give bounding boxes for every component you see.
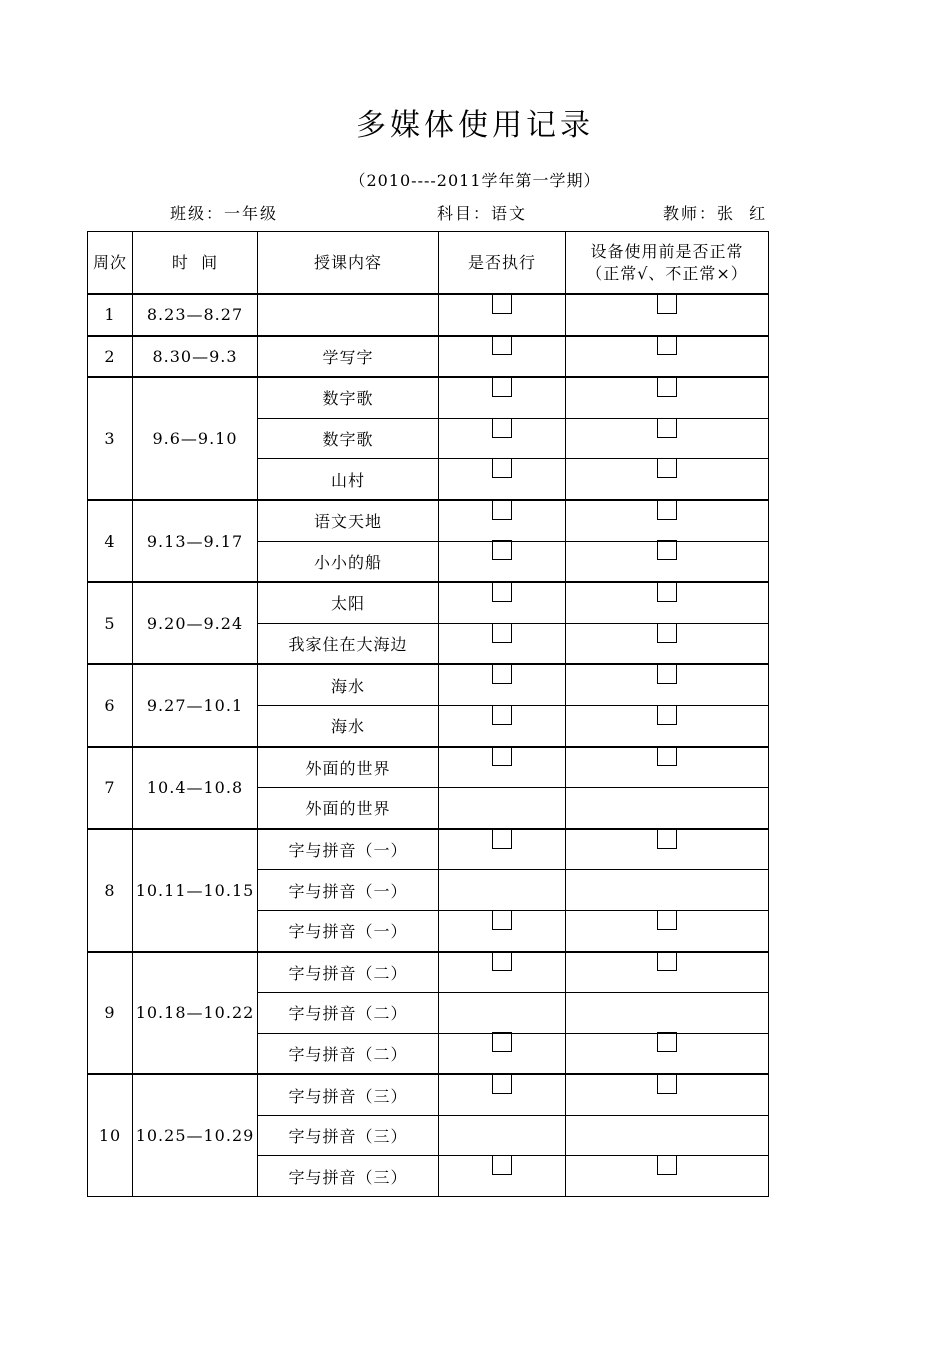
executed-cell — [439, 1033, 566, 1074]
table-row — [88, 336, 769, 378]
lesson-content-cell: 外面的世界 — [258, 788, 439, 829]
executed-cell — [439, 952, 566, 993]
equipment-checkbox[interactable] — [657, 500, 677, 520]
header-executed: 是否执行 — [439, 232, 566, 295]
subject-label: 科目：语文 — [437, 204, 528, 223]
lesson-content-cell: 字与拼音（二） — [258, 952, 439, 993]
semester-subtitle: （2010----2011学年第一学期） — [349, 171, 601, 190]
table-row — [88, 582, 769, 623]
executed-cell — [439, 1156, 566, 1197]
executed-cell — [439, 993, 566, 1034]
executed-checkbox[interactable] — [492, 335, 512, 355]
header-time: 时 间 — [133, 232, 258, 295]
executed-cell — [439, 705, 566, 746]
executed-cell — [439, 294, 566, 336]
lesson-content-cell: 太阳 — [258, 582, 439, 623]
executed-checkbox[interactable] — [492, 582, 512, 602]
lesson-content-cell: 我家住在大海边 — [258, 623, 439, 664]
page-title: 多媒体使用记录 — [356, 108, 594, 143]
lesson-content-cell: 字与拼音（一） — [258, 829, 439, 870]
week-number-cell: 2 — [88, 336, 133, 378]
table-row — [88, 747, 769, 788]
equipment-checkbox[interactable] — [657, 664, 677, 684]
header-week: 周次 — [88, 232, 133, 295]
equipment-status-cell — [566, 1033, 769, 1074]
week-number-cell: 9 — [88, 952, 133, 1075]
executed-cell — [439, 500, 566, 541]
executed-cell — [439, 623, 566, 664]
executed-checkbox[interactable] — [492, 458, 512, 478]
executed-checkbox[interactable] — [492, 294, 512, 314]
usage-record-table — [87, 231, 769, 1197]
lesson-content-cell: 字与拼音（一） — [258, 870, 439, 911]
table-row — [88, 829, 769, 870]
equipment-status-cell — [566, 500, 769, 541]
week-number-cell: 6 — [88, 664, 133, 746]
executed-checkbox[interactable] — [492, 500, 512, 520]
lesson-content-cell: 字与拼音（三） — [258, 1156, 439, 1197]
equipment-checkbox[interactable] — [657, 951, 677, 971]
equipment-status-cell — [566, 582, 769, 623]
lesson-content-cell: 外面的世界 — [258, 747, 439, 788]
table-row — [88, 377, 769, 418]
executed-cell — [439, 1074, 566, 1115]
equipment-status-cell — [566, 1115, 769, 1156]
executed-cell — [439, 1115, 566, 1156]
equipment-checkbox[interactable] — [657, 418, 677, 438]
lesson-content-cell — [258, 294, 439, 336]
lesson-content-cell: 语文天地 — [258, 500, 439, 541]
week-number-cell: 4 — [88, 500, 133, 582]
executed-cell — [439, 418, 566, 459]
equipment-checkbox[interactable] — [657, 623, 677, 643]
class-label: 班级：一年级 — [170, 204, 279, 223]
week-number-cell: 1 — [88, 294, 133, 336]
table-body — [88, 294, 769, 1197]
executed-cell — [439, 788, 566, 829]
equipment-status-cell — [566, 459, 769, 500]
equipment-status-cell — [566, 294, 769, 336]
executed-checkbox[interactable] — [492, 664, 512, 684]
date-range-cell: 9.6—9.10 — [133, 377, 258, 500]
executed-checkbox[interactable] — [492, 910, 512, 930]
date-range-cell: 9.13—9.17 — [133, 500, 258, 582]
executed-cell — [439, 582, 566, 623]
date-range-cell: 9.27—10.1 — [133, 664, 258, 746]
executed-checkbox[interactable] — [492, 540, 512, 560]
date-range-cell: 9.20—9.24 — [133, 582, 258, 664]
executed-checkbox[interactable] — [492, 1155, 512, 1175]
executed-cell — [439, 829, 566, 870]
executed-cell — [439, 910, 566, 951]
lesson-content-cell: 数字歌 — [258, 377, 439, 418]
week-number-cell: 7 — [88, 747, 133, 829]
executed-checkbox[interactable] — [492, 951, 512, 971]
equipment-checkbox[interactable] — [657, 458, 677, 478]
equipment-status-cell — [566, 993, 769, 1034]
executed-checkbox[interactable] — [492, 623, 512, 643]
equipment-checkbox[interactable] — [657, 540, 677, 560]
lesson-content-cell: 海水 — [258, 705, 439, 746]
executed-checkbox[interactable] — [492, 705, 512, 725]
equipment-checkbox[interactable] — [657, 1155, 677, 1175]
lesson-content-cell: 字与拼音（三） — [258, 1115, 439, 1156]
equipment-checkbox[interactable] — [657, 705, 677, 725]
header-equipment-line2: （正常√、不正常×） — [586, 263, 748, 283]
header-content: 授课内容 — [258, 232, 439, 295]
equipment-status-cell — [566, 377, 769, 418]
executed-cell — [439, 870, 566, 911]
header-equipment — [566, 232, 769, 295]
equipment-checkbox[interactable] — [657, 746, 677, 766]
executed-cell — [439, 747, 566, 788]
equipment-status-cell — [566, 541, 769, 582]
executed-checkbox[interactable] — [492, 746, 512, 766]
equipment-status-cell — [566, 336, 769, 378]
date-range-cell: 10.18—10.22 — [133, 952, 258, 1075]
table-row — [88, 1074, 769, 1115]
lesson-content-cell: 学写字 — [258, 336, 439, 378]
equipment-status-cell — [566, 870, 769, 911]
executed-cell — [439, 459, 566, 500]
equipment-checkbox[interactable] — [657, 582, 677, 602]
lesson-content-cell: 字与拼音（二） — [258, 1033, 439, 1074]
executed-checkbox[interactable] — [492, 377, 512, 397]
equipment-status-cell — [566, 418, 769, 459]
executed-checkbox[interactable] — [492, 1032, 512, 1052]
equipment-checkbox[interactable] — [657, 829, 677, 849]
executed-checkbox[interactable] — [492, 829, 512, 849]
executed-cell — [439, 377, 566, 418]
equipment-status-cell — [566, 747, 769, 788]
equipment-status-cell — [566, 829, 769, 870]
executed-cell — [439, 541, 566, 582]
equipment-status-cell — [566, 705, 769, 746]
equipment-checkbox[interactable] — [657, 294, 677, 314]
equipment-status-cell — [566, 1074, 769, 1115]
date-range-cell: 8.30—9.3 — [133, 336, 258, 378]
lesson-content-cell: 字与拼音（三） — [258, 1074, 439, 1115]
week-number-cell: 8 — [88, 829, 133, 952]
teacher-label: 教师：张 红 — [663, 204, 768, 223]
equipment-status-cell — [566, 910, 769, 951]
equipment-status-cell — [566, 623, 769, 664]
executed-cell — [439, 664, 566, 705]
table-row — [88, 664, 769, 705]
equipment-status-cell — [566, 1156, 769, 1197]
equipment-status-cell — [566, 664, 769, 705]
week-number-cell: 3 — [88, 377, 133, 500]
equipment-status-cell — [566, 952, 769, 993]
table-row — [88, 952, 769, 993]
date-range-cell: 10.4—10.8 — [133, 747, 258, 829]
table-row — [88, 500, 769, 541]
equipment-checkbox[interactable] — [657, 335, 677, 355]
equipment-checkbox[interactable] — [657, 377, 677, 397]
equipment-checkbox[interactable] — [657, 1032, 677, 1052]
week-number-cell: 5 — [88, 582, 133, 664]
lesson-content-cell: 小小的船 — [258, 541, 439, 582]
date-range-cell: 10.11—10.15 — [133, 829, 258, 952]
lesson-content-cell: 字与拼音（二） — [258, 993, 439, 1034]
lesson-content-cell: 山村 — [258, 459, 439, 500]
date-range-cell: 8.23—8.27 — [133, 294, 258, 336]
header-equipment-line1: 设备使用前是否正常 — [590, 241, 744, 261]
executed-checkbox[interactable] — [492, 418, 512, 438]
equipment-status-cell — [566, 788, 769, 829]
date-range-cell: 10.25—10.29 — [133, 1074, 258, 1196]
lesson-content-cell: 字与拼音（一） — [258, 910, 439, 951]
week-number-cell: 10 — [88, 1074, 133, 1196]
equipment-checkbox[interactable] — [657, 910, 677, 930]
executed-checkbox[interactable] — [492, 1074, 512, 1094]
equipment-checkbox[interactable] — [657, 1074, 677, 1094]
table-row — [88, 294, 769, 336]
executed-cell — [439, 336, 566, 378]
lesson-content-cell: 数字歌 — [258, 418, 439, 459]
lesson-content-cell: 海水 — [258, 664, 439, 705]
